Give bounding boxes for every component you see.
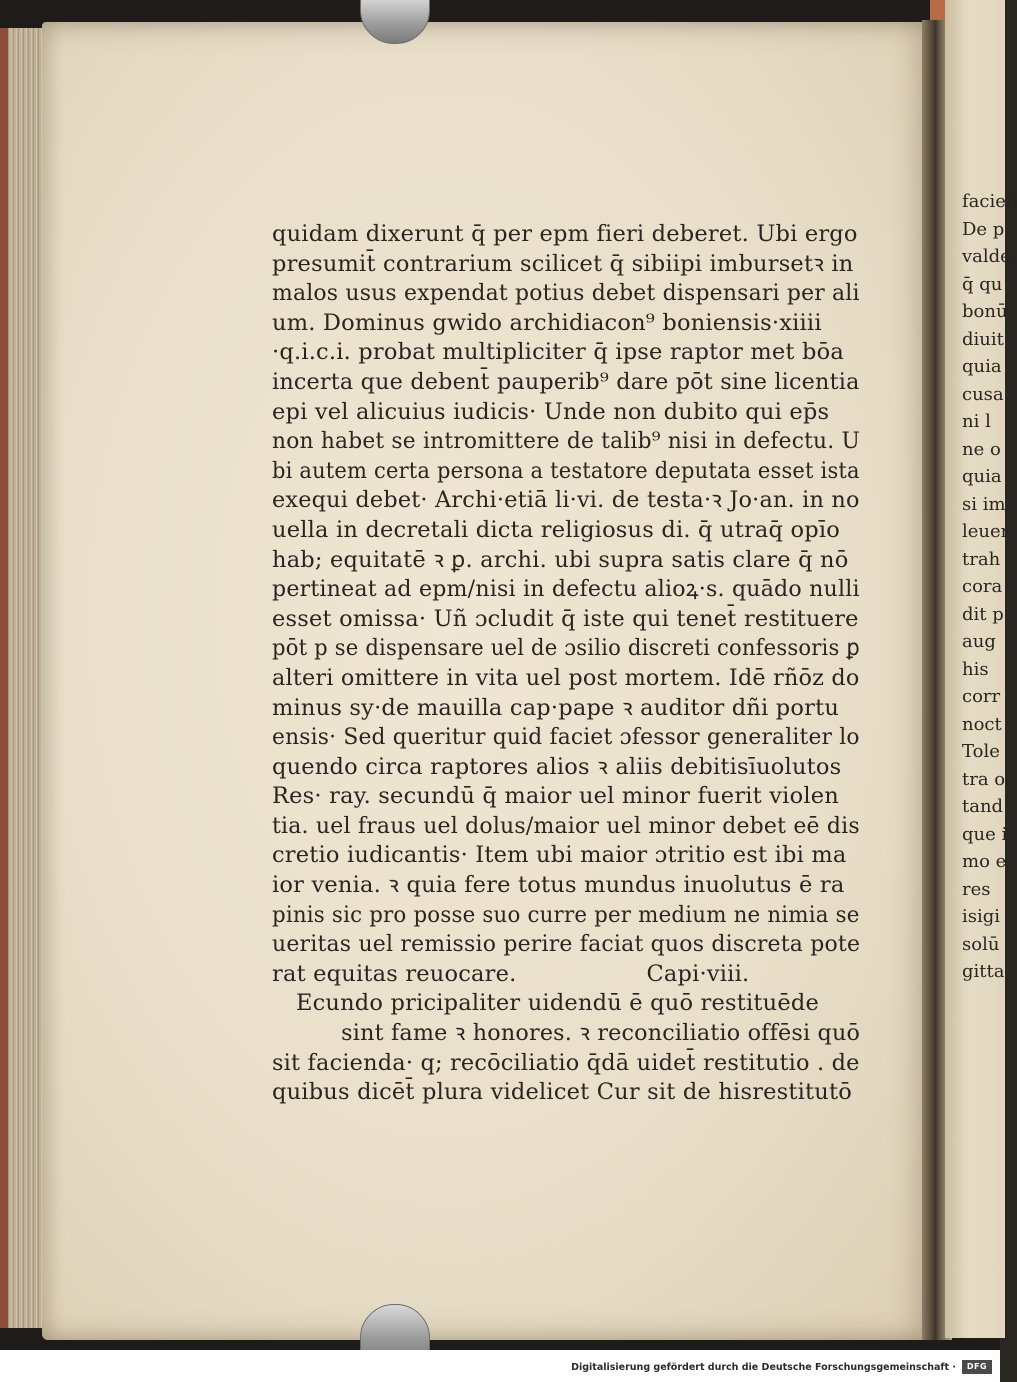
facing-fragment: quia	[962, 466, 1002, 487]
footer-bar	[0, 1350, 1000, 1382]
dfg-logo: DFG	[962, 1360, 992, 1374]
text-line: bi autem certa persona a testatore deputata esset ista	[272, 457, 860, 484]
text-line: quendo circa raptores alios ꝛ aliis debitisīuolutos	[272, 753, 842, 780]
facing-fragment: tand	[962, 796, 1004, 817]
text-line: esset omissa· Uñ ɔcludit q̄ iste qui tenet̄ restituere	[272, 605, 859, 632]
text-line: uella in decretali dicta religiosus di. q̄ utraq̄ opīo	[272, 516, 840, 543]
facing-fragment: leuer	[962, 521, 1010, 542]
text-line: presumit̄ contrarium scilicet q̄ sibi̇ipi imbursetꝛ in	[272, 250, 854, 277]
facing-fragment: q̄ qu	[962, 273, 1003, 295]
text-line: incerta que debent̄ pauperib⁹ dare pōt sine licentia	[272, 368, 860, 395]
text-line-with-chapter	[272, 960, 860, 990]
facing-fragment: mo e	[962, 851, 1007, 872]
facing-fragment: que i	[962, 823, 1008, 845]
text-line: cretio iudicantis· Item ubi maior ɔtritio est ibi ma	[272, 842, 847, 869]
text-line: epi vel alicuius iudicis· Unde non dubito qui ep̄s	[272, 398, 830, 425]
facing-page-text	[962, 188, 1017, 986]
text-line: alteri omittere in vita uel post mortem. Idē rñōz do	[272, 664, 860, 691]
text-line: hab; equitatē ꝛ ꝑ. archi. ubi supra satis clare q̄ nō	[272, 546, 849, 573]
facing-fragment: bonū	[962, 301, 1008, 322]
facing-fragment: Tole	[962, 741, 1000, 762]
facing-fragment: diuit	[962, 328, 1004, 350]
facing-fragment: dit p	[962, 603, 1004, 625]
facing-fragment: quia	[962, 356, 1002, 377]
text-line: minus sy·de mauilla cap·pape ꝛ auditor dñi portu	[272, 694, 840, 721]
chapter-text-line: sit facienda· q; recōciliatio q̄dā uidet̄ restitutio . de	[272, 1049, 860, 1076]
chapter-text-line: quibus dicēt̄ plura videlicet Cur sit de hisrestitutō	[272, 1079, 852, 1106]
facing-fragment: trah	[962, 548, 1001, 570]
text-line: ·q.i.c.i. probat multipliciter q̄ ipse raptor met bōa	[272, 339, 844, 366]
facing-fragment: res	[962, 878, 991, 900]
chapter-text-line: sint fame ꝛ honores. ꝛ reconciliatio offēsi quō	[341, 1020, 861, 1047]
facing-fragment: aug	[962, 631, 996, 652]
facing-fragment: solū	[962, 933, 1000, 955]
text-line: exequi debet· Archi·etiā li·vi. de testa·ꝛ Jo·an. in no	[272, 487, 860, 514]
facing-fragment: cora	[962, 576, 1003, 597]
facing-fragment: ni l	[962, 411, 991, 432]
text-line: pertineat ad epm/nisi in defectu alioꝝ·s. quādo nulli	[272, 576, 860, 603]
facing-fragment: his	[962, 658, 989, 680]
facing-fragment: gitta	[962, 961, 1005, 982]
facing-fragment: si im	[962, 493, 1006, 515]
text-line: Res· ray. secundū q̄ maior uel minor fuerit violen	[272, 783, 839, 810]
funding-credit: Digitalisierung gefördert durch die Deutsche Forschungsgemeinschaft ·	[571, 1362, 956, 1373]
text-line: non habet se intromittere de talib⁹ nisi in defectu. U	[272, 428, 860, 455]
text-line-end: rat equitas reuocare.	[272, 960, 517, 987]
facing-fragment: noct	[962, 713, 1002, 735]
facing-fragment: cusa	[962, 383, 1004, 405]
facing-fragment: facien	[962, 191, 1017, 212]
text-line: ueritas uel remissio perire faciat quos discreta pote	[272, 931, 861, 958]
facing-fragment: tra o	[962, 768, 1006, 790]
text-line: pōt p se dispensare uel de ɔsilio discreti confessoris ꝑ	[272, 635, 860, 662]
text-line: malos usus expendat potius debet dispensari per ali	[272, 280, 860, 307]
text-line: um. Dominus gwido archidiacon⁹ boniensis·xiiii	[272, 309, 822, 336]
text-line: ensis· Sed queritur quid faciet ɔfessor generaliter lo	[272, 724, 860, 751]
text-line: quidam dixerunt q̄ per epm fieri deberet. Ubi ergo	[272, 221, 858, 247]
chapter-label: Capi·viii.	[646, 960, 750, 987]
text-line: pinis sic pro posse suo curre per medium ne nimia se	[272, 901, 860, 928]
facing-fragment: valde	[962, 246, 1011, 267]
text-line: tia. uel fraus uel dolus/maior uel minor debet eē dis	[272, 812, 860, 839]
facing-fragment: De p	[962, 218, 1005, 240]
chapter-text-line: Ecundo pricipaliter uidendū ē quō restituēde	[296, 990, 819, 1017]
facing-fragment: isigi	[962, 906, 1001, 927]
facing-fragment: ne o	[962, 438, 1001, 460]
facing-fragment: corr	[962, 686, 1001, 707]
main-text-block	[272, 220, 860, 1108]
text-line: ior venia. ꝛ quia fere totus mundus inuolutus ē ra	[272, 872, 845, 899]
